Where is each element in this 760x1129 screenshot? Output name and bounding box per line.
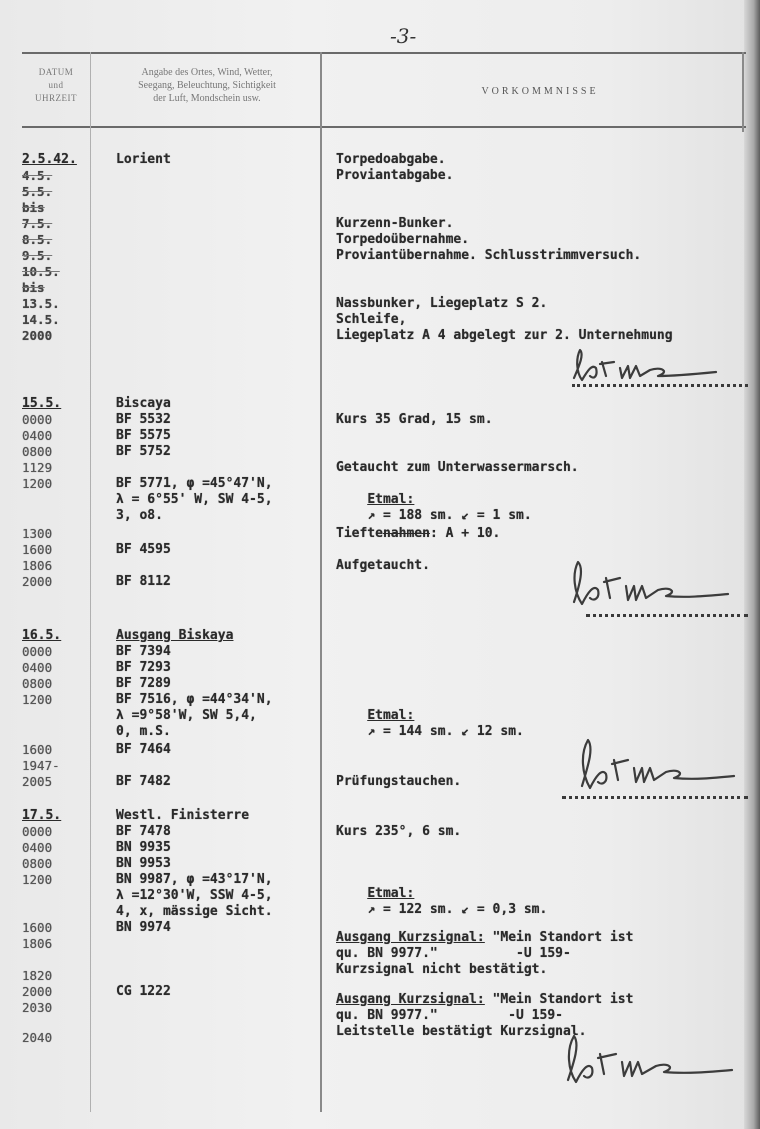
event-line: Aufgetaucht.	[336, 558, 430, 573]
etmal-label: Etmal:	[367, 708, 415, 723]
entry-events: Kurzenn-Bunker. Torpedoübernahme. Proviantübernahme. Schlusstrimmversuch.	[336, 216, 642, 263]
day-date: 15.5.	[22, 396, 62, 411]
column-divider-1	[90, 52, 91, 1112]
day-times: 0000 0400 0800 1200	[22, 644, 53, 707]
day-date: 16.5.	[22, 628, 62, 643]
day-place: Biscaya	[116, 396, 171, 411]
day-place: Westl. Finisterre	[116, 808, 250, 823]
entry-dates-list: 7.5. 8.5. 9.5. 10.5. bis	[22, 216, 60, 295]
position: BF 7482	[116, 774, 171, 789]
etmal-line	[336, 692, 524, 756]
header-top-rule	[22, 52, 746, 54]
noon-position: BN 9987, φ =43°17'N, λ =12°30'W, SSW 4-5, 4, x, mässige Sicht.	[116, 872, 273, 919]
event-line: Kurs 35 Grad, 15 sm.	[336, 412, 493, 427]
day-positions: BF 5532 BF 5575 BF 5752	[116, 412, 171, 459]
etmal-value: ↗ = 188 sm. ↙ = 1 sm.	[367, 508, 532, 523]
signature-dotted-line	[586, 614, 748, 617]
signature	[572, 736, 742, 794]
entry-event-line: Liegeplatz A 4 abgelegt zur 2. Unternehmung	[336, 328, 673, 343]
entry-event-line: Schleife,	[336, 312, 407, 327]
entry-dates-list: 13.5. 14.5. 2000	[22, 296, 60, 343]
kurzsignal-entry: Ausgang Kurzsignal: "Mein Standort ist qu. BN 9977." -U 159- Leitstelle bestätigt Kurzsignal.	[336, 992, 634, 1039]
etmal-label: Etmal:	[367, 886, 415, 901]
day-place: Ausgang Biskaya	[116, 628, 234, 643]
day-times: 0000 0400 0800 1129 1200	[22, 412, 53, 491]
column-divider-2	[320, 52, 322, 1112]
day-times: 1600 1806	[22, 920, 53, 951]
day-time: 2040	[22, 1030, 53, 1045]
event-line: Getaucht zum Unterwassermarsch.	[336, 460, 579, 475]
header-location-weather: Angabe des Ortes, Wind, Wetter, Seegang, Beleuchtung, Sichtigkeit der Luft, Mondschein usw.	[138, 67, 276, 104]
position: BF 7464	[116, 742, 171, 757]
kurzsignal-entry: Ausgang Kurzsignal: "Mein Standort ist qu. BN 9977." -U 159- Kurzsignal nicht bestätigt.	[336, 930, 634, 977]
etmal-label: Etmal:	[367, 492, 415, 507]
etmal-value: ↗ = 122 sm. ↙ = 0,3 sm.	[367, 902, 548, 917]
position: BF 4595	[116, 542, 171, 557]
day-times: 0000 0400 0800 1200	[22, 824, 53, 887]
day-times: 1600 1947- 2005	[22, 742, 60, 789]
page-number: -3-	[390, 24, 417, 48]
day-times: 1820 2000 2030	[22, 968, 53, 1015]
position: BN 9974	[116, 920, 171, 935]
signature	[560, 1030, 740, 1086]
day-times: 1300 1600 1806 2000	[22, 526, 53, 589]
entry-dates-list: 4.5. 5.5. bis	[22, 168, 53, 215]
noon-position: BF 7516, φ =44°34'N, λ =9°58'W, SW 5,4, 0, m.S.	[116, 692, 273, 739]
day-positions: BF 7394 BF 7293 BF 7289	[116, 644, 171, 691]
etmal-value: ↗ = 144 sm. ↙ 12 sm.	[367, 724, 524, 739]
header-events: VORKOMMNISSE	[481, 86, 599, 97]
event-line: Prüfungstauchen.	[336, 774, 462, 789]
position: CG 1222	[116, 984, 171, 999]
signature-dotted-line	[572, 384, 748, 387]
page-edge-shadow	[744, 0, 760, 1129]
signature	[566, 556, 736, 612]
signature-dotted-line	[562, 796, 748, 799]
entry-date: 2.5.42.	[22, 152, 77, 167]
header-bottom-rule	[22, 126, 746, 128]
entry-event-line: Nassbunker, Liegeplatz S 2.	[336, 296, 548, 311]
day-date: 17.5.	[22, 808, 62, 823]
entry-place: Lorient	[116, 152, 171, 167]
event-line: Kurs 235°, 6 sm.	[336, 824, 462, 839]
entry-events: Torpedoabgabe. Proviantabgabe.	[336, 152, 454, 183]
etmal-line	[336, 870, 547, 934]
noon-position: BF 5771, φ =45°47'N, λ = 6°55' W, SW 4-5, 3, o8.	[116, 476, 273, 523]
day-positions: BF 7478 BN 9935 BN 9953	[116, 824, 171, 871]
event-line: Tieftenahmen: A + 10.	[336, 526, 501, 541]
signature	[566, 346, 726, 386]
header-date-time: DATUM und UHRZEIT	[35, 67, 77, 103]
position: BF 8112	[116, 574, 171, 589]
